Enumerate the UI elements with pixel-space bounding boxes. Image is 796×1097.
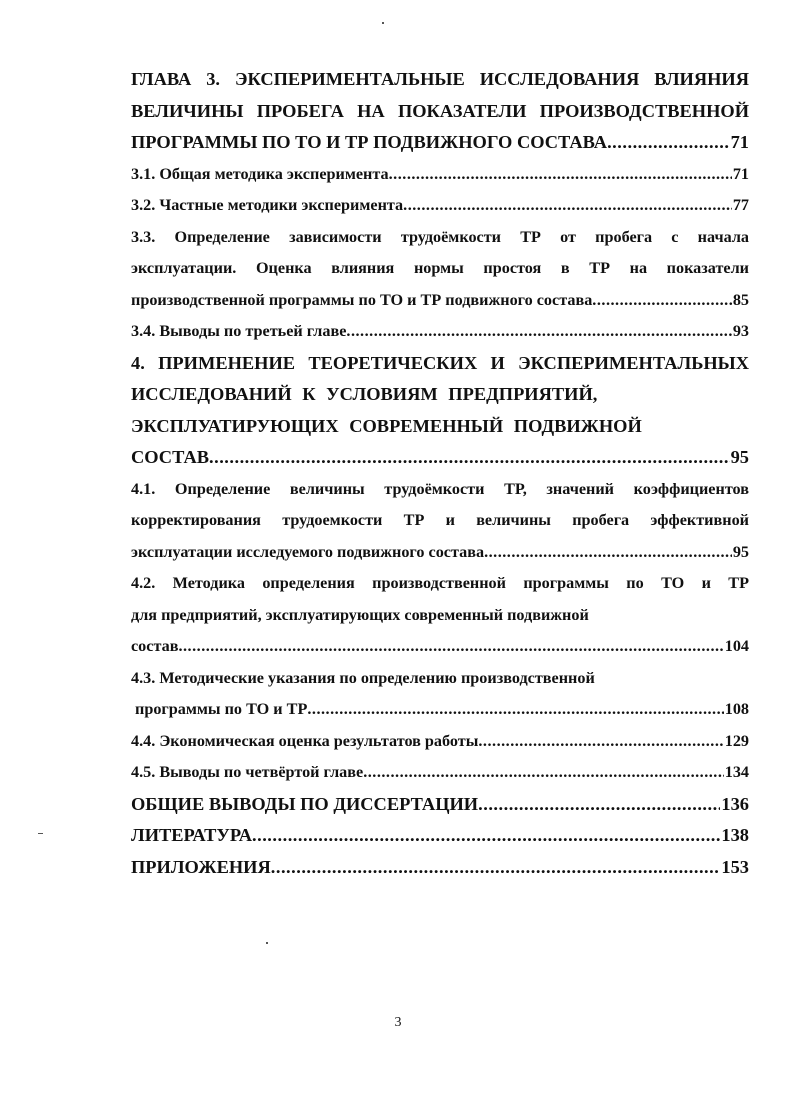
section-title: 4.5. Выводы по четвёртой главе xyxy=(131,763,364,781)
chapter-3-title-line-1: ГЛАВА 3. ЭКСПЕРИМЕНТАЛЬНЫЕ ИССЛЕДОВАНИЯ ВЛИЯНИЯ xyxy=(131,69,749,89)
section-3-3-line-2: эксплуатации. Оценка влияния нормы простоя в ТР на показатели xyxy=(131,259,749,277)
leader-dots xyxy=(271,852,721,884)
leader-dots xyxy=(403,190,732,222)
leader-dots xyxy=(178,631,723,663)
section-4-3-line-1: 4.3. Методические указания по определению производственной xyxy=(131,668,595,687)
section-title: ЛИТЕРАТУРА xyxy=(131,825,253,845)
section-4-3-entry xyxy=(131,694,749,726)
leader-dots xyxy=(478,789,720,821)
section-title: производственной программы по ТО и ТР подвижного состава xyxy=(131,290,593,309)
section-title: 4.4. Экономическая оценка результатов работы xyxy=(131,731,479,750)
section-title: ОБЩИЕ ВЫВОДЫ ПО ДИССЕРТАЦИИ xyxy=(131,793,479,814)
section-3-1-entry xyxy=(131,159,749,191)
leader-dots xyxy=(592,285,732,317)
page-ref: 85 xyxy=(732,290,749,309)
conclusions-entry xyxy=(131,789,749,821)
section-4-2-line-1: 4.2. Методика определения производственной программы по ТО и ТР xyxy=(131,574,749,592)
chapter-4-title-line-2: ИССЛЕДОВАНИЙ К УСЛОВИЯМ ПРЕДПРИЯТИЙ, xyxy=(131,384,598,404)
scan-speck xyxy=(38,833,43,834)
page-ref: 77 xyxy=(732,196,749,214)
section-4-4-entry xyxy=(131,726,749,758)
section-3-3-line-1: 3.3. Определение зависимости трудоёмкости ТР от пробега с начала xyxy=(131,227,749,246)
chapter-3-entry xyxy=(131,127,749,159)
section-title: 3.2. Частные методики эксперимента xyxy=(131,196,404,214)
section-4-1-entry xyxy=(131,537,749,569)
page-ref: 71 xyxy=(730,132,749,152)
section-title: программы по ТО и ТР xyxy=(135,700,308,718)
scan-speck xyxy=(266,942,268,944)
leader-dots xyxy=(607,127,730,159)
page-ref: 153 xyxy=(721,856,749,877)
leader-dots xyxy=(307,694,723,726)
section-4-1-line-1: 4.1. Определение величины трудоёмкости ТР, значений коэффициентов xyxy=(131,479,749,498)
chapter-4-title-line-3: ЭКСПЛУАТИРУЮЩИХ СОВРЕМЕННЫЙ ПОДВИЖНОЙ xyxy=(131,415,642,436)
section-title: эксплуатации исследуемого подвижного состава xyxy=(131,542,485,561)
page-ref: 71 xyxy=(732,164,749,183)
chapter-3-title-line-3: ПРОГРАММЫ ПО ТО И ТР ПОДВИЖНОГО СОСТАВА xyxy=(131,132,608,152)
page-ref: 129 xyxy=(724,731,749,750)
page-ref: 136 xyxy=(721,793,749,814)
leader-dots xyxy=(389,159,732,191)
page-number: 3 xyxy=(394,1015,402,1030)
section-title: состав xyxy=(131,637,179,655)
section-3-2-entry xyxy=(131,190,749,222)
chapter-4-entry xyxy=(131,442,749,474)
section-4-1-line-2: корректирования трудоемкости ТР и величины пробега эффективной xyxy=(131,511,749,529)
chapter-3-title-line-2: ВЕЛИЧИНЫ ПРОБЕГА НА ПОКАЗАТЕЛИ ПРОИЗВОДСТВЕННОЙ xyxy=(131,100,749,121)
leader-dots xyxy=(252,820,720,852)
literature-entry xyxy=(131,820,749,852)
section-4-5-entry xyxy=(131,757,749,789)
leader-dots xyxy=(484,537,732,569)
section-3-3-entry xyxy=(131,285,749,317)
leader-dots xyxy=(363,757,724,789)
chapter-4-title-line-4: СОСТАВ xyxy=(131,447,209,467)
page-ref: 108 xyxy=(724,700,749,718)
page-ref: 95 xyxy=(730,447,749,467)
page-ref: 93 xyxy=(732,322,749,340)
section-3-4-entry xyxy=(131,316,749,348)
section-title: 3.4. Выводы по третьей главе xyxy=(131,322,347,340)
scan-speck xyxy=(382,22,384,24)
section-title: 3.1. Общая методика эксперимента xyxy=(131,164,389,183)
page-ref: 104 xyxy=(724,637,749,655)
chapter-4-title-line-1: 4. ПРИМЕНЕНИЕ ТЕОРЕТИЧЕСКИХ И ЭКСПЕРИМЕНТАЛЬНЫХ xyxy=(131,352,749,373)
table-of-contents xyxy=(131,64,749,883)
page-ref: 134 xyxy=(724,763,749,781)
leader-dots xyxy=(209,442,730,474)
leader-dots xyxy=(478,726,723,758)
appendices-entry xyxy=(131,852,749,884)
leader-dots xyxy=(346,316,731,348)
section-title: ПРИЛОЖЕНИЯ xyxy=(131,856,271,877)
section-4-2-entry xyxy=(131,631,749,663)
section-4-2-line-2: для предприятий, эксплуатирующих современный подвижной xyxy=(131,605,589,624)
page-ref: 138 xyxy=(721,825,749,845)
page-ref: 95 xyxy=(732,542,749,561)
